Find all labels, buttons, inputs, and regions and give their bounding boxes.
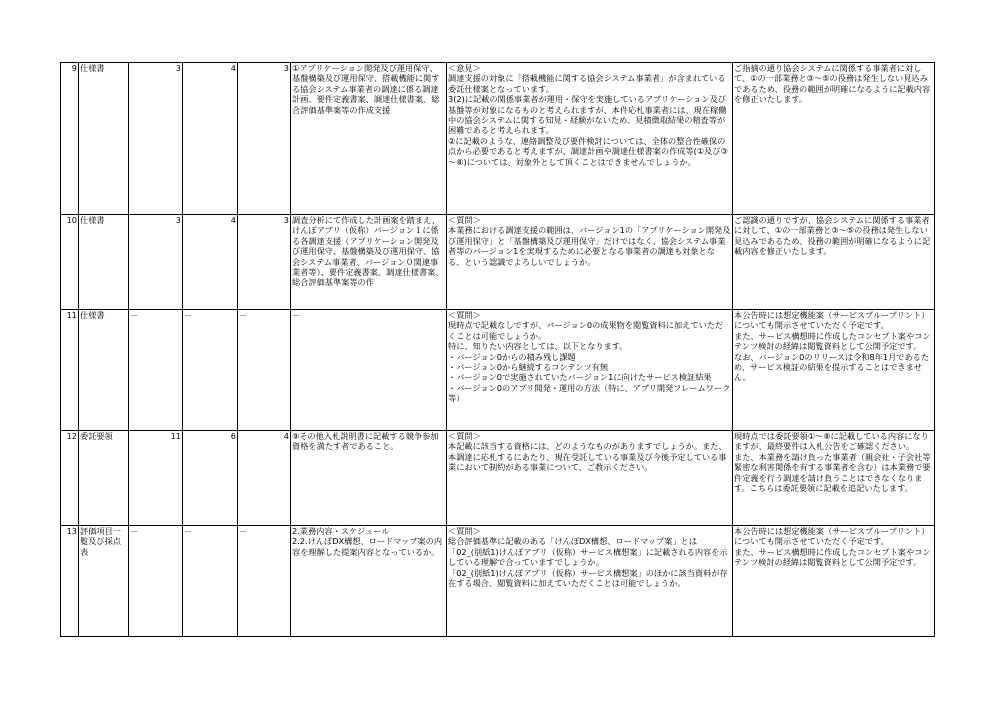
qa-table (60, 62, 935, 637)
clause-number: 3 (238, 63, 291, 215)
page-number: － (129, 310, 183, 431)
target-item: 2.業務内容・スケジュール 2.2.けんぽDX構想、ロードマップ案の内容を理解した提案内容となっているか。 (291, 526, 447, 637)
target-item (291, 215, 447, 310)
clause-number: － (238, 526, 291, 637)
section-number: 4 (183, 63, 238, 215)
section-number: 6 (183, 431, 238, 526)
question-text: ＜質問＞ 本業務における調達支援の範囲は、バージョン1の「アプリケーション開発及び運用保守」と「基盤構築及び運用保守」だけではなく、協会システム事業者等のバージョン1を実現するために必要となる事業者の調達も対象となる、という認識でよろしいでしょうか。 (447, 215, 733, 310)
clause-number: 3 (238, 215, 291, 310)
answer-text: 本公告時には想定機能案（サービスプループリント）についても開示させていただく予定です。 また、サービス構想時に作成したコンセプト案やコンテンツ検討の経緯は閲覧資料として公開予定です。 (733, 526, 935, 637)
target-item: ⑨その他入札説明書に記載する競争参加資格を満たす者であること。 (291, 431, 447, 526)
page-number: 11 (129, 431, 183, 526)
clause-number: － (238, 310, 291, 431)
clause-number: 4 (238, 431, 291, 526)
answer-text (733, 431, 935, 526)
question-text-body: ＜質問＞ 現時点で記載なしですが、バージョン0の成果物を閲覧資料に加えていただくことは可能でしょうか。 特に、知りたい内容としては、以下となります。 ・バージョン0からの積み残し課題 ・バージョン0から継続するコンテンツ有無 ・バージョン0で実施されていたバージョン1に向けたサービス検証結果 ・バージョン0のアプリ開発・運用の方法（特に、アプリ開発フレームワーク等） (448, 310, 731, 404)
document-name: 仕様書 (79, 63, 129, 215)
question-text (447, 310, 733, 431)
question-text: ＜意見＞ 調達支援の対象に「搭載機能に関する協会システム事業者」が含まれている委託仕様案となっています。 3(2)に記載の関係事業者が運用・保守を実施しているアプリケーション及び基盤等が対象になるものと考えられますが、本件応札事業者には、現在稼働中の協会システムに関する知見・経験がないため、見積徴取結果の精査等が困難であると考えられます。 ②に記載のような、連絡調整及び要件検討については、全体の整合性確保の点から必要であると考えますが、調達計画や調達仕様書案の作成等(①及び③～⑥)については、対象外として頂くことはできませんでしょうか。 (447, 63, 733, 215)
document-name: 仕様書 (79, 310, 129, 431)
answer-text: ご認識の通りですが、協会システムに関係する事業者に対して、①の一部業務と③～⑤の役務は発生しない見込みであるため、役務の範囲が明確になるように記載内容を修正いたします。 (733, 215, 935, 310)
table-row (61, 310, 935, 431)
answer-text: ご指摘の通り協会システムに関係する事業者に対して、①の一部業務と③～⑤の役務は発生しない見込みであるため、役務の範囲が明確になるように記載内容を修正いたします。 (733, 63, 935, 215)
target-item: － (291, 310, 447, 431)
row-number: 10 (61, 215, 79, 310)
question-text: ＜質問＞ 本記載に該当する資格には、どのようなものがありますでしょうか。また、本調達に応札するにあたり、現在受託している事業及び今後予定している事業において制約がある事業について、ご教示ください。 (447, 431, 733, 526)
row-number: 13 (61, 526, 79, 637)
target-item-text: 調査分析にて作成した計画案を踏まえ、けんぽアプリ（仮称）バージョン１に係る各調達支援（アプリケーション開発及び運用保守、基盤構築及び運用保守、協会システム事業者、バージョン０関連事業者等）、要件定義書案、調達仕様書案、総合評価基準案等の作 (292, 215, 444, 288)
target-item: ①アプリケーション開発及び運用保守、基盤構築及び運用保守、搭載機能に関する協会システム事業者の調達に係る調達計画、要件定義書案、調達仕様書案、総合評価基準案等の作成支援 (291, 63, 447, 215)
table-row (61, 526, 935, 637)
qa-sheet (60, 62, 935, 637)
answer-text: 本公告時には想定機能案（サービスプループリント）についても開示させていただく予定です。 また、サービス構想時に作成したコンセプト案やコンテンツ検討の経緯は閲覧資料として公開予定です。 なお、バージョン0のリリースは令和8年1月であるため、サービス検証の結果を提示することはできません。 (733, 310, 935, 431)
section-number: － (183, 526, 238, 637)
row-number: 9 (61, 63, 79, 215)
table-row (61, 63, 935, 215)
table-row (61, 215, 935, 310)
page-number: － (129, 526, 183, 637)
section-number: 4 (183, 215, 238, 310)
table-row (61, 431, 935, 526)
row-number: 11 (61, 310, 79, 431)
document-name: 評価項目一覧及び採点表 (79, 526, 129, 637)
page-number: 3 (129, 63, 183, 215)
section-number: － (183, 310, 238, 431)
document-name: 委託要領 (79, 431, 129, 526)
answer-text-body: 現時点では委託要領①～⑧に記載している内容になりますが、最終要件は入札公告をご確認ください。 また、本業務を請け負った事業者（親会社・子会社等緊密な利害関係を有する事業者を含む）は本業務で要件定義を行う調達を請け負うことはできなくなります。こちらは委託要領に記載を追記いたします。 (734, 431, 931, 494)
row-number: 12 (61, 431, 79, 526)
page-number: 3 (129, 215, 183, 310)
document-name: 仕様書 (79, 215, 129, 310)
question-text: ＜質問＞ 総合評価基準に記載のある「けんぽDX構想、ロードマップ案」とは「02_(別紙1)けんぽアプリ（仮称）サービス構想案」に記載される内容を示している理解で合っていますでしょうか。 「02_(別紙1)けんぽアプリ（仮称）サービス構想案」のほかに該当資料が存在する場合、閲覧資料に加えていただくことは可能でしょうか。 (447, 526, 733, 637)
